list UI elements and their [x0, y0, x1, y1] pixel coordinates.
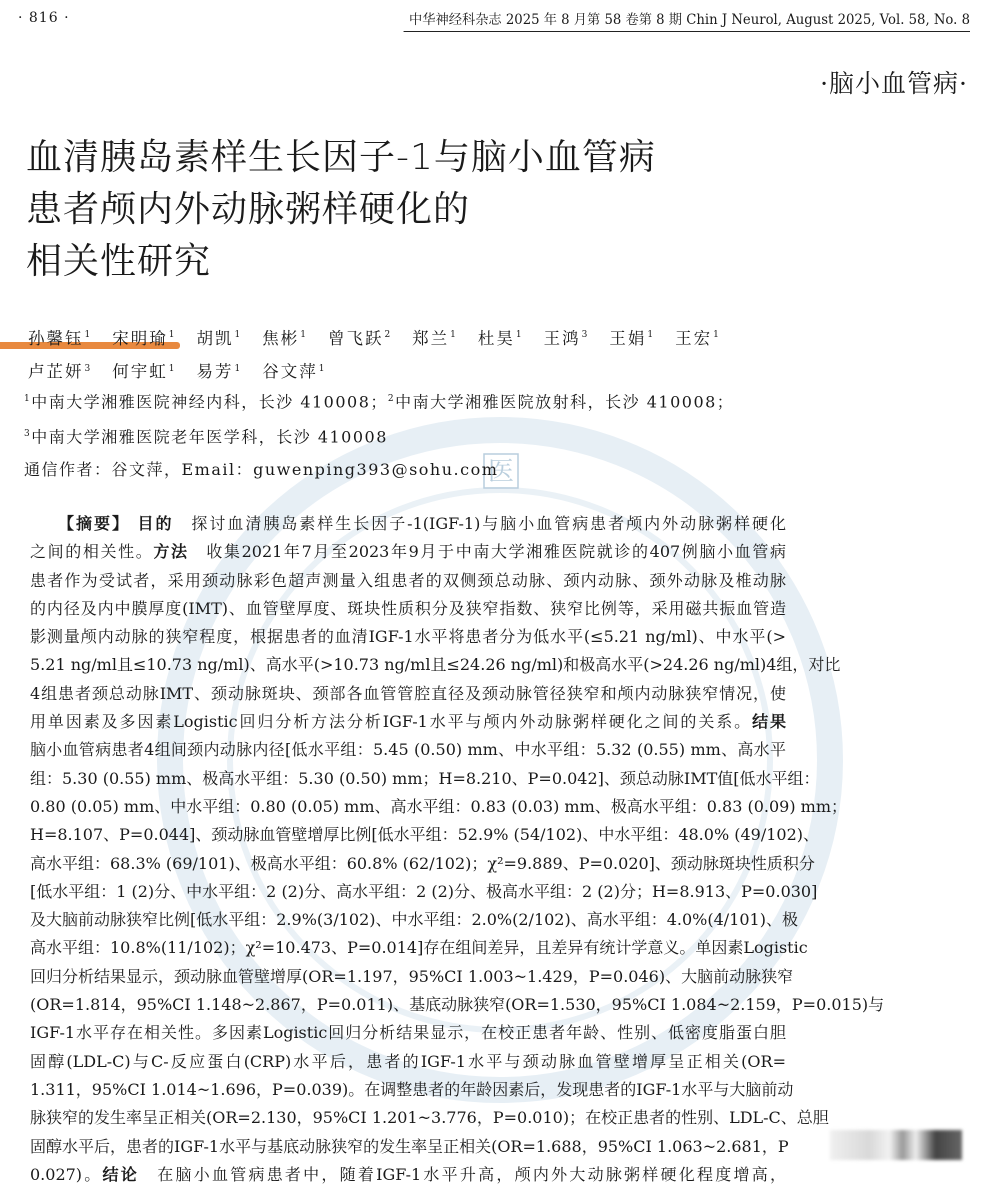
abstract-text: 之间的相关性。 — [30, 542, 154, 562]
affiliation-row — [24, 383, 734, 418]
author-affiliation-sup: 3 — [581, 330, 588, 340]
author-affiliation-sup: 1 — [168, 363, 175, 374]
author-name: 宋明瑜 — [112, 328, 168, 348]
author — [478, 329, 522, 348]
author-name: 曾飞跃 — [327, 328, 384, 348]
author-name: 杜昊 — [477, 328, 515, 348]
author — [262, 362, 324, 381]
author-name: 何宇虹 — [112, 362, 168, 381]
abstract-text: (OR=1.814，95%CI 1.148~2.867，P=0.011)、基底动脉狭窄(OR=1.530，95%CI 1.084~2.159，P=0.015)与 — [30, 995, 885, 1015]
author-affiliation-sup: 1 — [234, 330, 241, 340]
abstract-text: 高水平组：68.3% (69/101)、极高水平组：60.8% (62/102)；χ²=9.889、P=0.020]、颈动脉斑块性质积分 — [30, 853, 815, 873]
author — [544, 329, 588, 348]
affiliation: 中南大学湘雅医院放射科，长沙 410008； — [395, 392, 735, 412]
page-number: · 816 · — [18, 10, 70, 26]
article-category: ·脑小血管病· — [820, 69, 968, 98]
affiliation-sup: 2 — [387, 394, 396, 404]
abstract-line — [30, 821, 820, 849]
author — [28, 329, 90, 348]
abstract-text: 患者作为受试者，采用颈动脉彩色超声测量入组患者的双侧颈总动脉、颈内动脉、颈外动脉及椎动脉 — [30, 570, 786, 590]
abstract-line — [30, 793, 848, 821]
author-affiliation-sup: 1 — [300, 330, 306, 340]
abstract-line — [30, 765, 820, 793]
author-name: 郑兰 — [412, 328, 450, 348]
abstract-line — [30, 934, 808, 962]
author-name: 卢芷妍 — [28, 362, 84, 381]
author-list — [28, 320, 741, 387]
abstract-line — [30, 1104, 829, 1132]
abstract-text: 固醇水平后，患者的IGF-1水平与基底动脉狭窄的发生率呈正相关(OR=1.688，95%CI 1.063~2.681，P — [30, 1136, 789, 1156]
abstract-line — [30, 963, 794, 991]
abstract-text: 在脑小血管病患者中，随着IGF-1水平升高，颅内外大动脉粥样硬化程度增高， — [139, 1164, 786, 1184]
author — [609, 329, 653, 348]
abstract-line — [30, 510, 786, 538]
abstract-line — [30, 708, 786, 736]
author-affiliation-sup: 1 — [234, 363, 241, 374]
abstract-section-label: 结论 — [102, 1164, 140, 1184]
abstract-text: 影测量颅内动脉的狭窄程度，根据患者的血清IGF-1水平将患者分为低水平(≤5.21 ng/ml)、中水平(> — [30, 627, 786, 647]
abstract-text: 4组患者颈总动脉IMT、颈动脉斑块、颈部各血管管腔直径及颈动脉管径狭窄和颅内动脉狭窄情况，使 — [30, 683, 786, 703]
author-affiliation-sup: 2 — [384, 330, 391, 340]
abstract-text: 0.80 (0.05) mm、中水平组：0.80 (0.05) mm、高水平组：0.83 (0.03) mm、极高水平组：0.83 (0.09) mm； — [30, 796, 848, 816]
abstract-line — [30, 680, 786, 708]
title-line: 患者颅内外动脉粥样硬化的 — [26, 189, 471, 230]
author — [196, 329, 240, 348]
svg-text:医: 医 — [487, 457, 515, 487]
affiliation-sup: 3 — [24, 429, 32, 440]
abstract-line — [30, 1048, 786, 1076]
affiliation-sup: 1 — [24, 394, 32, 404]
author — [112, 329, 174, 348]
abstract-line — [30, 850, 815, 878]
author-name: 王宏 — [675, 328, 713, 348]
abstract-text: 回归分析结果显示，颈动脉血管壁增厚(OR=1.197，95%CI 1.003~1.429，P=0.046)、大脑前动脉狭窄 — [30, 966, 794, 986]
correspondence: 通信作者：谷文萍，Email：guwenping393@sohu.com — [24, 459, 499, 479]
abstract-line — [30, 651, 841, 679]
abstract-line — [30, 1019, 786, 1047]
author-affiliation-sup: 1 — [84, 330, 91, 340]
affiliation: 中南大学湘雅医院老年医学科，长沙 410008 — [31, 427, 388, 447]
abstract-text: 收集2021年7月至2023年9月于中南大学湘雅医院就诊的407例脑小血管病 — [188, 542, 786, 562]
abstract-text: 0.027)。 — [30, 1164, 103, 1184]
abstract-section-label: 结果 — [752, 712, 786, 732]
author — [412, 329, 456, 348]
author-affiliation-sup: 1 — [450, 330, 456, 340]
author-name: 易芳 — [196, 362, 234, 381]
abstract-text: 高水平组：10.8%(11/102)；χ²=10.473、P=0.014]存在组间差异，且差异有统计学意义。单因素Logistic — [30, 938, 808, 958]
author-row — [28, 354, 741, 388]
abstract-line — [30, 1161, 786, 1189]
title-line: 相关性研究 — [26, 241, 212, 282]
author-name: 胡凯 — [196, 328, 234, 348]
abstract-line — [30, 878, 818, 906]
abstract-text: 探讨血清胰岛素样生长因子-1(IGF-1)与脑小血管病患者颅内外动脉粥样硬化 — [173, 514, 786, 533]
abstract-line — [30, 1133, 789, 1161]
author-affiliation-sup: 1 — [713, 330, 719, 340]
abstract — [30, 510, 885, 1189]
author — [28, 362, 90, 381]
author — [112, 362, 174, 381]
journal-header: 中华神经科杂志 2025 年 8 月第 58 卷第 8 期 Chin J Neurol, August 2025, Vol. 58, No. 8 — [404, 8, 970, 32]
abstract-text: 及大脑前动脉狭窄比例[低水平组：2.9%(3/102)、中水平组：2.0%(2/102)、高水平组：4.0%(4/101)、极 — [30, 910, 798, 930]
abstract-line — [30, 991, 885, 1019]
author-affiliation-sup: 1 — [647, 330, 654, 340]
abstract-text: 用单因素及多因素Logistic回归分析方法分析IGF-1水平与颅内外动脉粥样硬化之间的关系。 — [30, 712, 753, 732]
author-name: 焦彬 — [262, 328, 300, 348]
abstract-text: 脉狭窄的发生率呈正相关(OR=2.130，95%CI 1.201~3.776，P=0.010)；在校正患者的性别、LDL-C、总胆 — [30, 1108, 829, 1128]
author-affiliation-sup: 1 — [515, 330, 522, 340]
abstract-text: 1.311，95%CI 1.014~1.696，P=0.039)。在调整患者的年龄因素后，发现患者的IGF-1水平与大脑前动 — [30, 1079, 794, 1099]
abstract-text: IGF-1水平存在相关性。多因素Logistic回归分析结果显示，在校正患者年龄、性别、低密度脂蛋白胆 — [30, 1023, 786, 1043]
abstract-line — [30, 906, 798, 934]
author — [675, 329, 719, 348]
affiliation: 中南大学湘雅医院神经内科，长沙 410008； — [31, 392, 388, 412]
abstract-section-label: 【摘要】 目的 — [58, 514, 174, 533]
abstract-line — [30, 623, 786, 651]
author-affiliation-sup: 3 — [84, 363, 91, 374]
abstract-text: 的内径及内中膜厚度(IMT)、血管壁厚度、斑块性质积分及狭窄指数、狭窄比例等，采用磁共振血管造 — [30, 598, 786, 618]
abstract-line — [30, 538, 786, 566]
author — [328, 329, 390, 348]
abstract-line — [30, 1076, 794, 1104]
abstract-text: 固醇(LDL-C)与C-反应蛋白(CRP)水平后，患者的IGF-1水平与颈动脉血管壁增厚呈正相关(OR= — [30, 1051, 786, 1071]
abstract-text: 组：5.30 (0.55) mm、极高水平组：5.30 (0.50) mm；H=8.210、P=0.042]、颈总动脉IMT值[低水平组： — [30, 768, 820, 788]
affiliation-row — [24, 418, 734, 453]
author-name: 谷文萍 — [262, 362, 318, 381]
abstract-text: 脑小血管病患者4组间颈内动脉内径[低水平组：5.45 (0.50) mm、中水平组：5.32 (0.55) mm、高水平 — [30, 740, 786, 760]
author-name: 王鸿 — [543, 328, 581, 348]
author — [196, 362, 240, 381]
abstract-text: 5.21 ng/ml且≤10.73 ng/ml)、高水平(>10.73 ng/ml且≤24.26 ng/ml)和极高水平(>24.26 ng/ml)4组，对比 — [30, 655, 841, 675]
abstract-text: H=8.107、P=0.044]、颈动脉血管壁增厚比例[低水平组：52.9% (54/102)、中水平组：48.0% (49/102)、 — [30, 825, 820, 845]
abstract-line — [30, 595, 786, 623]
author — [262, 329, 306, 348]
abstract-line — [30, 567, 786, 595]
author-row — [28, 320, 741, 354]
author-affiliation-sup: 1 — [318, 363, 325, 374]
author-affiliation-sup: 1 — [168, 330, 175, 340]
author-name: 孙馨钰 — [28, 328, 84, 348]
author-name: 王娟 — [609, 328, 647, 348]
abstract-line — [30, 736, 786, 764]
abstract-text: [低水平组：1 (2)分、中水平组：2 (2)分、高水平组：2 (2)分、极高水平组：2 (2)分；H=8.913、P=0.030] — [30, 881, 818, 901]
abstract-section-label: 方法 — [153, 542, 189, 562]
affiliations — [24, 383, 734, 486]
title-line: 血清胰岛素样生长因子-1与脑小血管病 — [26, 137, 656, 178]
blurred-overlay — [830, 1130, 962, 1160]
article-title — [26, 132, 656, 288]
